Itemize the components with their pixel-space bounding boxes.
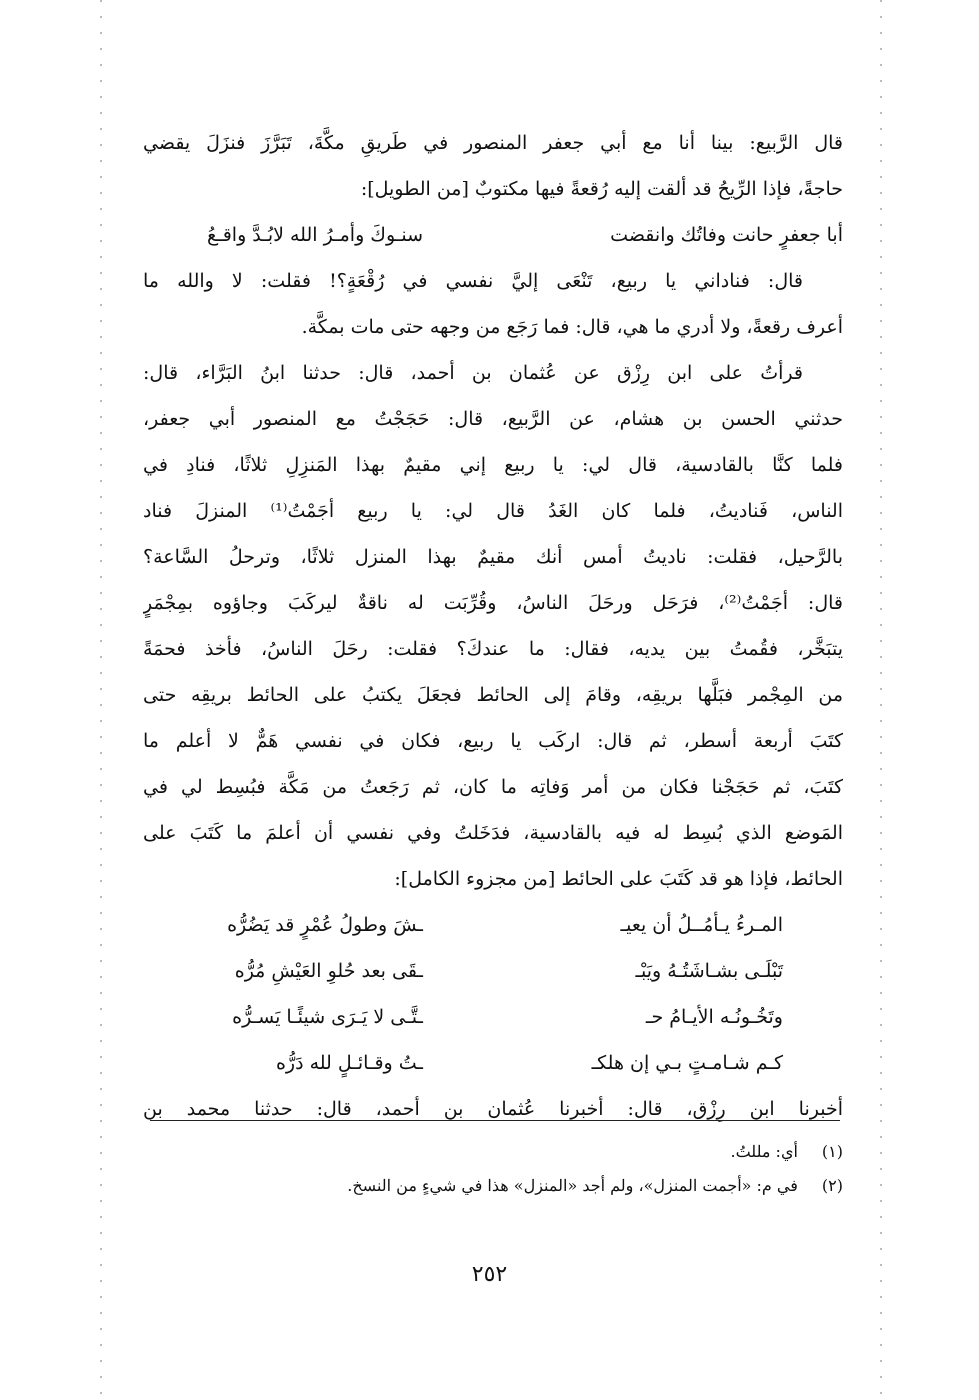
text-line: قال الرَّبيع: بينا أنا مع أبي جعفر المنصور في طَريقِ مكَّةَ، تَبَرَّزَ فنزَلَ يقضي — [143, 132, 843, 154]
text-line: يتبَخَّر، فقُمتُ بين يديه، فقال: ما عندكَ؟ فقلت: رحَلَ الناسُ، فأخذ فحمَةً — [143, 638, 843, 660]
text-line: قال: فناداني يا ربيع، تَنْعَى إليَّ نفسي في رُقْعَةٍ؟! فقلت: لا والله ما — [143, 270, 803, 292]
verse-second-hemistich: ـتَّـى لا يَـرَى شيئًـا يَسـرُّه — [232, 1006, 423, 1028]
text-line: قال: أجَمْتُ⁽²⁾، فرَحَل ورحَلَ الناسُ، وقُرِّبَت له ناقةٌ ليركَبَ وجاؤوه بمِجْمَرٍ — [143, 592, 843, 614]
verse-first-hemistich: وتَخُـونُـه الأيـامُ حـ — [645, 1006, 783, 1028]
verse-first-hemistich: المـرءُ يـأمُــلُ أن يعيـ — [620, 914, 783, 936]
page-body — [143, 120, 843, 1132]
poem-verse — [143, 902, 843, 948]
text-line: أخبرنا ابن رِزْق، قال: أخبرنا عُثمان بن أحمد، قال: حدثنا محمد بن — [143, 1098, 843, 1120]
poem-verse — [143, 948, 843, 994]
verse-first-hemistich: أبا جعفرٍ حانت وفاتُك وانقضت — [610, 224, 843, 246]
text-line: حدثني الحسن بن هشام، عن الرَّبيع، قال: حَجَجْتُ مع المنصور أبي جعفر، — [143, 408, 843, 430]
verse-second-hemistich: ـقَى بعد حُلوِ العَيْشِ مُرُّه — [234, 960, 423, 982]
left-edge-marks — [100, 0, 102, 1400]
text-line: كتَبَ، ثم حَجَجْنا فكان من أمر وَفاتِه ما كان، ثم رَجَعتُ من مَكَّة فبُسِط لي في — [143, 776, 843, 798]
footnote — [143, 1169, 843, 1203]
poem-verse — [143, 994, 843, 1040]
text-line: من المِجْمر فبَلَّها بريقِه، وقامَ إلى الحائط فجعَلَ يكتبُ على الحائط بريقِه حتى — [143, 684, 843, 706]
footnote — [143, 1135, 843, 1169]
poem-verse — [143, 212, 843, 258]
right-edge-marks — [880, 0, 882, 1400]
text-line: الحائط، فإذا هو قد كَتَبَ على الحائط [من مجزوء الكامل]: — [394, 868, 843, 890]
text-line: المَوضع الذي بُسِط له فيه بالقادسية، فدَخَلتُ وفي نفسي أن أعلمَ ما كَتَبَ على — [143, 822, 843, 844]
text-line: بالرَّحيل، فقلت: ناديتُ أمس أنك مقيمٌ بهذا المنزل ثلاثًا، وترحلُ السَّاعة؟ — [143, 546, 843, 568]
text-line: كتَبَ أربعة أسطر، ثم قال: اركَب يا ربيع، فكان في نفسي هَمٌّ لا أعلم ما — [143, 730, 843, 752]
poem-verse — [143, 1040, 843, 1086]
verse-second-hemistich: سنـوكَ وأمـرُ الله لابُـدَّ واقـعُ — [207, 224, 423, 246]
footnote-separator — [150, 1120, 840, 1121]
footnotes — [143, 1135, 843, 1203]
text-line: أعرف رقعةً، ولا أدري ما هي، قال: فما رَجَع من وجهه حتى مات بمكَّة. — [301, 316, 843, 338]
text-line: قرأتُ على ابن رِزْق عن عُثمان بن أحمد، قال: حدثنا ابنُ البَرَّاء، قال: — [143, 362, 803, 384]
verse-first-hemistich: كـم شـامـتٍ بـي إن هلكـ — [591, 1052, 783, 1074]
verse-second-hemistich: ـتُ وقـائـلٍ لله دَرُّه — [275, 1052, 423, 1074]
footnote-text: أي: مللتُ. — [730, 1142, 798, 1161]
verse-second-hemistich: ـشَ وطولُ عُمْرٍ قد يَضُرُّه — [227, 914, 423, 936]
footnote-number: (٢) — [821, 1176, 843, 1195]
text-line: الناس، فَناديتُ، فلما كان الغَدُ قال لي: يا ربيع أجَمْتُ⁽¹⁾ المنزلَ فناد — [143, 500, 843, 522]
verse-first-hemistich: تَبْلَـى بشـاشَتُـهُ ويَبْـ — [635, 960, 783, 982]
footnote-text: في م: «أجمت المنزل»، ولم أجد «المنزل» هذا في شيءٍ من النسخ. — [347, 1176, 798, 1195]
footnote-number: (١) — [821, 1142, 843, 1161]
text-line: حاجةً، فإذا الرِّيحُ قد ألقت إليه رُقعةً فيها مكتوبٌ [من الطويل]: — [360, 178, 843, 200]
text-line: فلما كنَّا بالقادسية، قال لي: يا ربيع إني مقيمٌ بهذا المَنزِلِ ثلاثًا، فنادِ في — [143, 454, 843, 476]
page-number: ٢٥٢ — [471, 1262, 508, 1287]
